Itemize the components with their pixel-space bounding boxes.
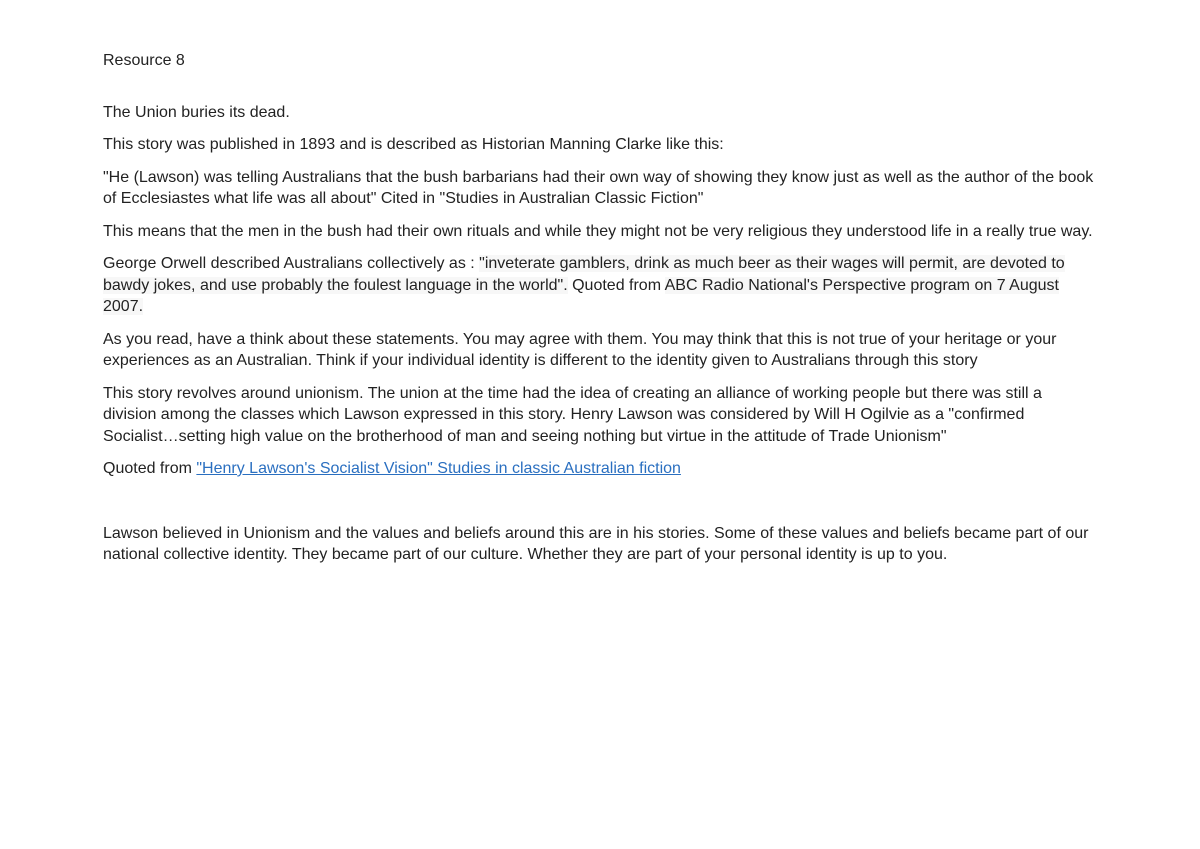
paragraph-quoted-from — [103, 458, 1098, 480]
orwell-quoted-from: Quoted from — [567, 276, 665, 294]
resource-label: Resource 8 — [103, 52, 185, 69]
paragraph-unionism: This story revolves around unionism. The union at the time had the idea of creating an alliance of working people but there was still a division among the classes which Lawson expressed in this story. Henry Lawson was considered by Will H Ogilvie as a "confirmed Socialist…setting high value on the brotherhood of man and seeing nothing but virtue in the attitude of Trade Unionism" — [103, 384, 1042, 445]
paragraph-lawson-believed: Lawson believed in Unionism and the values and beliefs around this are in his stories. Some of these values and beliefs became part of our national collective identity. They became part of our culture. Whether they are part of your personal identity is up to you. — [103, 524, 1089, 563]
paragraph-orwell — [103, 253, 1098, 318]
paragraph-as-you-read: As you read, have a think about these statements. You may agree with them. You may think that this is not true of your heritage or your experiences as an Australian. Think if your individual identity is different to the identity given to Australians through this story — [103, 330, 1057, 369]
paragraph-meaning: This means that the men in the bush had their own rituals and while they might not be very religious they understood life in a really true way. — [103, 222, 1093, 240]
orwell-quote: "inveterate gamblers, drink as much beer as their wages will permit, are devoted to bawdy jokes, and use probably the foulest language in the world". — [103, 255, 1065, 294]
paragraph-published: This story was published in 1893 and is described as Historian Manning Clarke like this: — [103, 136, 724, 153]
orwell-intro: George Orwell described Australians collectively as : — [103, 255, 480, 272]
quoted-from-label: Quoted from — [103, 460, 197, 477]
orwell-source: ABC Radio National's Perspective program on 7 August 2007. — [103, 276, 1059, 315]
document-page — [103, 50, 1098, 577]
spacer — [103, 491, 1098, 523]
paragraph-clark-quote: "He (Lawson) was telling Australians that the bush barbarians had their own way of showing they know just as well as the author of the book of Ecclesiastes what life was all about" Cited in "Studies in Australian Classic Fiction" — [103, 168, 1094, 207]
lawson-socialist-vision-link[interactable]: "Henry Lawson's Socialist Vision" Studies in classic Australian fiction — [196, 460, 681, 477]
story-title: The Union buries its dead. — [103, 103, 290, 121]
